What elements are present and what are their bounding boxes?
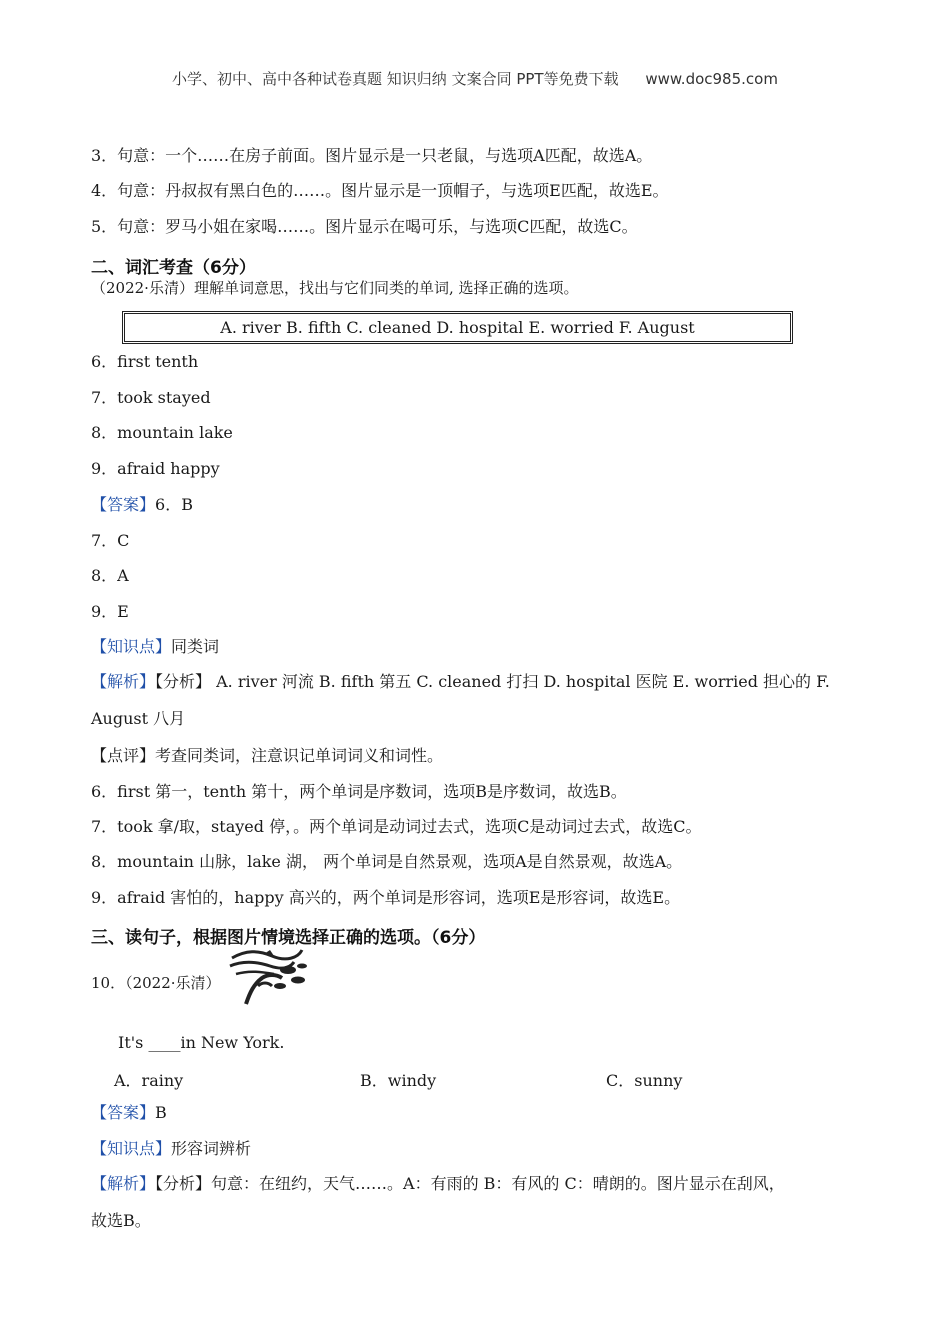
detail-6: 6．first 第一，tenth 第十，两个单词是序数词，选项B是序数词，故选B。 bbox=[91, 782, 627, 801]
knowledge-tag: 【知识点】 bbox=[91, 637, 172, 656]
knowledge-10-row bbox=[91, 1139, 251, 1159]
knowledge-10-tag: 【知识点】 bbox=[91, 1139, 172, 1158]
page-header bbox=[0, 68, 950, 89]
section2-instruction bbox=[91, 278, 579, 298]
answer-row bbox=[91, 495, 193, 515]
analysis-line1: 【分析】 A. river 河流 B. fifth 第五 C. cleaned 打扫 D. hospital 医院 E. worried 担心的 F. bbox=[155, 672, 830, 691]
wind-icon bbox=[228, 944, 310, 1006]
analysis-10-tag: 【解析】 bbox=[91, 1174, 156, 1193]
option-b[interactable]: B．windy bbox=[360, 1071, 437, 1090]
analysis-row bbox=[91, 672, 830, 692]
option-c[interactable]: C．sunny bbox=[606, 1071, 683, 1090]
question-6: 6．first tenth bbox=[91, 352, 199, 371]
knowledge-row bbox=[91, 637, 219, 657]
answer-9: 9．E bbox=[91, 602, 129, 621]
answer-8: 8．A bbox=[91, 566, 129, 585]
word-options-box: A. river B. fifth C. cleaned D. hospital E. worried F. August bbox=[122, 311, 793, 344]
analysis-10-line2: 故选B。 bbox=[91, 1211, 151, 1230]
explanation-3: 3．句意：一个……在房子前面。图片显示是一只老鼠，与选项A匹配，故选A。 bbox=[91, 146, 653, 165]
answer-6: 6．B bbox=[155, 495, 193, 514]
question-9: 9．afraid happy bbox=[91, 459, 220, 478]
section3-title: 三、读句子，根据图片情境选择正确的选项。（6分） bbox=[91, 928, 486, 948]
answer-10-tag: 【答案】 bbox=[91, 1103, 156, 1122]
option-a[interactable]: A．rainy bbox=[114, 1071, 184, 1090]
header-site-link[interactable]: www.doc985.com bbox=[645, 70, 778, 88]
knowledge-10-text: 形容词辨析 bbox=[171, 1139, 252, 1158]
question-8: 8．mountain lake bbox=[91, 423, 233, 442]
question-10-source: （2022·乐清） bbox=[125, 974, 221, 992]
question-7: 7．took stayed bbox=[91, 388, 211, 407]
explanation-5: 5．句意：罗马小姐在家喝……。图片显示在喝可乐，与选项C匹配，故选C。 bbox=[91, 217, 638, 236]
knowledge-text: 同类词 bbox=[171, 637, 220, 656]
analysis-10-line1: 【分析】句意：在纽约，天气……。A：有雨的 B：有风的 C：晴朗的。图片显示在刮风， bbox=[155, 1174, 785, 1193]
section2-title: 二、词汇考查（6分） bbox=[91, 258, 256, 278]
detail-7: 7．took 拿/取，stayed 停，。两个单词是动词过去式，选项C是动词过去式，故选C。 bbox=[91, 817, 702, 836]
answer-tag: 【答案】 bbox=[91, 495, 156, 514]
answer-10: B bbox=[155, 1103, 167, 1122]
detail-8: 8．mountain 山脉，lake 湖， 两个单词是自然景观，选项A是自然景观，故选A。 bbox=[91, 852, 683, 871]
analysis-tag: 【解析】 bbox=[91, 672, 156, 691]
analysis-line2: August 八月 bbox=[91, 709, 186, 728]
question-10-sentence: It's ____in New York. bbox=[118, 1033, 285, 1052]
section2-instruction-text: 理解单词意思，找出与它们同类的单词, 选择正确的选项。 bbox=[193, 279, 579, 297]
question-10-number: 10． bbox=[91, 974, 126, 992]
answer-10-row bbox=[91, 1103, 167, 1123]
question-10-header bbox=[91, 973, 221, 993]
explanation-4: 4．句意：丹叔叔有黑白色的……。图片显示是一顶帽子，与选项E匹配，故选E。 bbox=[91, 181, 669, 200]
comment: 【点评】考查同类词，注意识记单词词义和词性。 bbox=[91, 746, 444, 765]
section2-source: （2022·乐清） bbox=[91, 279, 194, 297]
analysis-10-row bbox=[91, 1174, 785, 1194]
answer-7: 7．C bbox=[91, 531, 130, 550]
header-text: 小学、初中、高中各种试卷真题 知识归纳 文案合同 PPT等免费下载 bbox=[172, 70, 619, 88]
detail-9: 9．afraid 害怕的，happy 高兴的，两个单词是形容词，选项E是形容词，故选E。 bbox=[91, 888, 681, 907]
